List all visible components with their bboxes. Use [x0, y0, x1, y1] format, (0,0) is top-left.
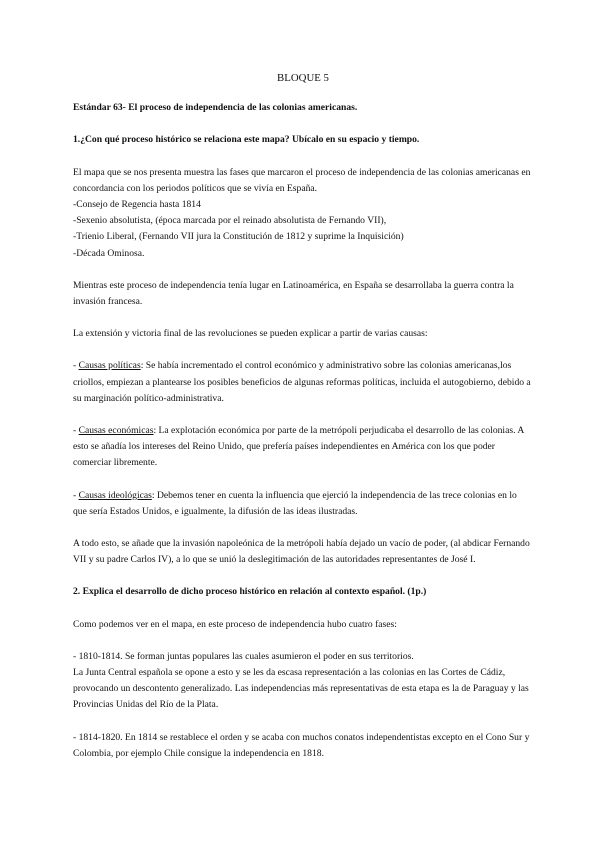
cause-economic: [73, 423, 533, 472]
cause-label: Causas políticas: [78, 360, 141, 372]
standard-heading: Estándar 63- El proceso de independencia de las colonias americanas.: [73, 102, 358, 114]
cause-text: : La explotación económica por parte de la metrópoli perjudicaba el desarrollo de las colonias. A esto se añadía los intereses del Reino Unido, que prefería países independientes en América con los que poder comerciar libremente.: [73, 425, 524, 469]
cause-text: : Se había incrementado el control económico y administrativo sobre las colonias americanas,los criollos, empiezan a plantearse los posibles beneficios de algunas reformas políticas, incluida el autogobierno, debido a su marginación político-administrativa.: [73, 360, 531, 404]
cause-label: Causas ideológicas: [78, 489, 152, 501]
cause-political: [73, 358, 533, 407]
document-body: [73, 70, 533, 762]
intro-paragraph: El mapa que se nos presenta muestra las fases que marcaron el proceso de independencia de las colonias americanas en concordancia con los periodos políticos que se vivía en España.: [73, 166, 531, 194]
phase-1-line-2: La Junta Central española se opone a esto y se les da escasa representación a las colonias en las Cortes de Cádiz, provocando un descontento generalizado. Las independencias más representativas de esta etapa es la de Paraguay y las Provincias Unidas del Río de la Plata.: [73, 667, 529, 711]
cause-ideological: [73, 488, 533, 520]
question-2: 2. Explica el desarrollo de dicho proceso histórico en relación al contexto español. (1p.): [73, 586, 427, 598]
period-item: -Consejo de Regencia hasta 1814: [73, 199, 201, 211]
causes-intro: La extensión y victoria final de las revoluciones se pueden explicar a partir de varias causas:: [73, 328, 428, 340]
context-paragraph: Mientras este proceso de independencia tenía lugar en Latinoamérica, en España se desarrollaba la guerra contra la invasión francesa.: [73, 279, 514, 308]
phases-intro: Como podemos ver en el mapa, en este proceso de independencia hubo cuatro fases:: [73, 618, 397, 630]
cause-text: : Debemos tener en cuenta la influencia que ejerció la independencia de las trece colonias en lo que sería Estados Unidos, e igualmente, la difusión de las ideas ilustradas.: [73, 489, 517, 517]
cause-prefix: -: [73, 489, 79, 501]
page-title: BLOQUE 5: [277, 72, 329, 84]
period-item: -Sexenio absolutista, (época marcada por el reinado absolutista de Fernando VII),: [73, 215, 387, 227]
cause-label: Causas económicas: [78, 425, 154, 437]
period-item: -Trienio Liberal, (Fernando VII jura la Constitución de 1812 y suprime la Inquisición): [73, 231, 404, 243]
cause-prefix: -: [73, 360, 79, 372]
phase-1-line-1: - 1810-1814. Se forman juntas populares las cuales asumieron el poder en sus territorios.: [73, 650, 414, 662]
cause-prefix: -: [73, 425, 79, 437]
question-1: 1.¿Con qué proceso histórico se relaciona este mapa? Ubícalo en su espacio y tiempo.: [73, 134, 420, 146]
vacuum-paragraph: A todo esto, se añade que la invasión napoleónica de la metrópoli había dejado un vacío de poder, (al abdicar Fernando VII y su padre Carlos IV), a lo que se unió la deslegitimación de las autoridades representantes de José I.: [73, 538, 530, 566]
phase-2: - 1814-1820. En 1814 se restablece el orden y se acaba con muchos conatos independentistas excepto en el Cono Sur y Colombia, por ejemplo Chile consigue la independencia en 1818.: [73, 731, 530, 759]
period-item: -Década Ominosa.: [73, 247, 145, 259]
